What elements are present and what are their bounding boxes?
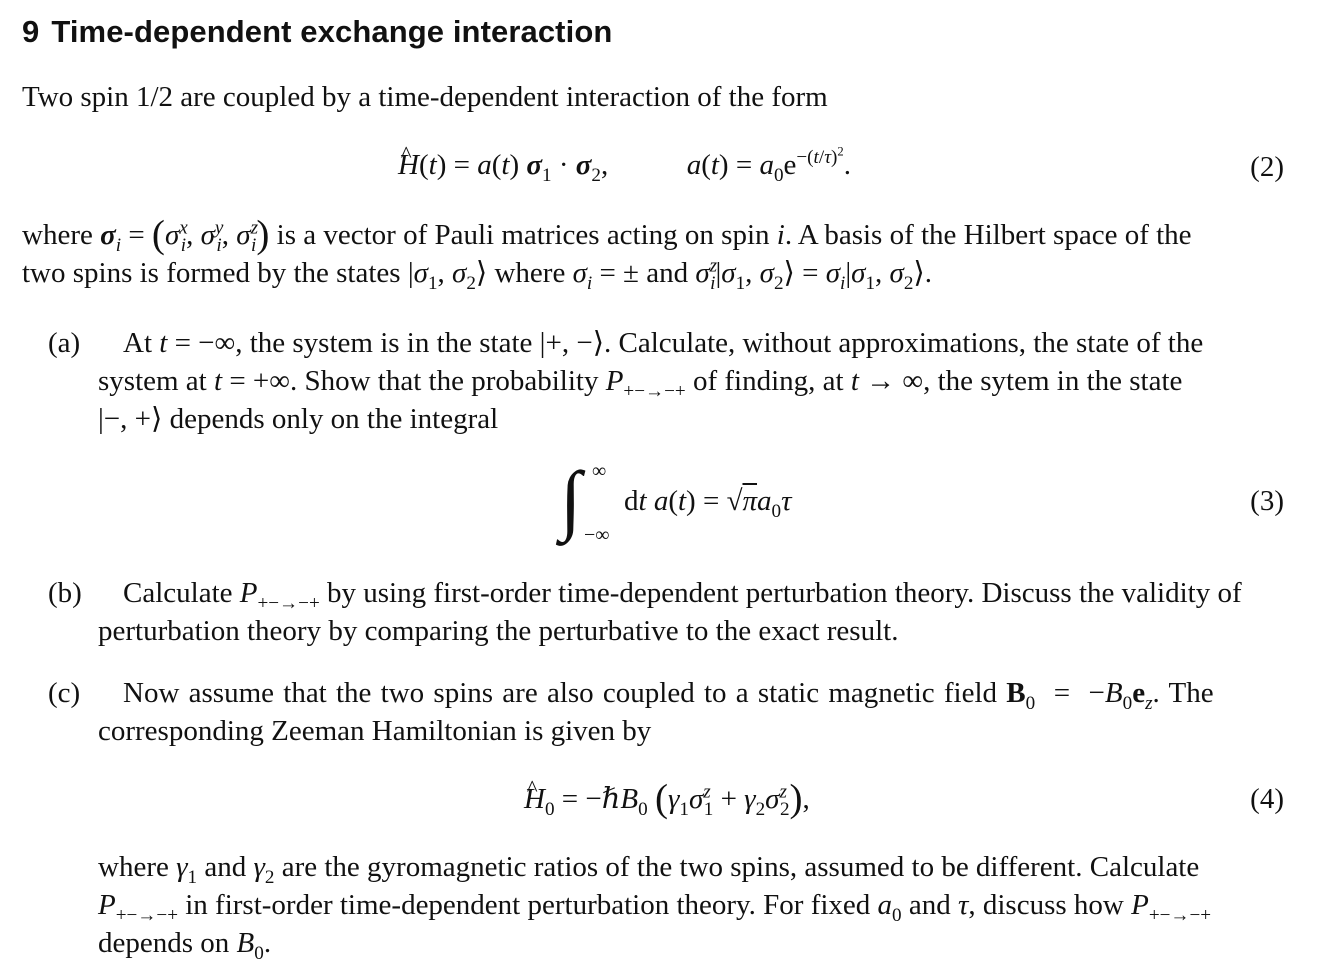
section-number: 9 bbox=[22, 14, 40, 49]
part-c-line-3: where $\gamma_1$ and $\gamma_2$ are the gyromagnetic ratios of the two spins, assumed to be different. Calculate bbox=[98, 851, 1200, 888]
part-c-line-1: (c) Now assume that the two spins are also coupled to a static magnetic field $B_0 = -B_0e_z$. The bbox=[48, 677, 1214, 714]
equation-4: ^ $H_0$ = −ℏB$_0$ $(\gamma_1\sigma^z_1 + \gamma_2\sigma^z_2)$, bbox=[524, 782, 810, 816]
part-b-line-2: perturbation theory by comparing the perturbative to the exact result. bbox=[98, 615, 899, 647]
section-heading bbox=[22, 14, 612, 50]
part-a-line-2: system at t = +∞. Show that the probability $P_{+-\to-+}$ of finding, at t → ∞, the sytem in the state bbox=[98, 365, 1183, 402]
part-a-label: (a) bbox=[48, 327, 81, 359]
part-c-line-2: corresponding Zeeman Hamiltonian is given by bbox=[98, 715, 652, 747]
intro-text: Two spin 1/2 are coupled by a time-dependent interaction of the form bbox=[22, 81, 828, 113]
exercise-page: 9 Time-dependent exchange interaction Two spin 1/2 are coupled by a time-dependent interaction of the form ^ H(t) = a(t) $\sigma_1 \cdot \sigma_2$, $a(t) = a_0e^{-(t/\tau)^2}$. (2) where $\sigma_i = (\sigma^x_i$, $\sigma^y_i$, $\sigma^z_i$) is a vector of Pauli matrices acting on spin i. A basis of the Hilbert space of the two spins is formed by the states $|\sigma_1$, $\sigma_2⟩$ where $\sigma_i$ = ± and $\sigma^z_i|\sigma_1$, $\sigma_2⟩ = \sigma_i|\sigma_1$, $\sigma_2⟩$. (a) At t = −∞, the system is in the state |+, −⟩. Calculate, without approximations, the state of the system at t = +∞. Show that the probability $P_{+-\to-+}$ of finding, at t → ∞, the sytem in the state |−, +⟩ depends only on the integral ∫ ∞ −∞ dt $a(t) = √\pi a_0\tau$ (3) (b) Calculate $P_{+-\to-+}$ by using first-order time-dependent perturbation theory. Discuss the validity of perturbation theory by comparing the perturbative to the exact result. (c) Now assume that the two spins are also coupled to a static magnetic field $B_0 = -B_0e_z$. The corresponding Zeeman Hamiltonian is given by ^ $H_0$ = −ℏB$_0$ $(\gamma_1\sigma^z_1 + \gamma_2\sigma^z_2)$, (4) where $\gamma_1$ and $\gamma_2$ are the gyromagnetic ratios of the two spins, assumed to be different. Calculate $P_{+-\to-+}$ in first-order time-dependent perturbation theory. For fixed $a_0$ and τ, discuss how $P_{+-\to-+}$ depends on $B_0$. bbox=[0, 0, 1324, 973]
section-title: Time-dependent exchange interaction bbox=[51, 14, 613, 49]
part-c-line-4: $P_{+-\to-+}$ in first-order time-dependent perturbation theory. For fixed $a_0$ and τ, discuss how $P_{+-\to-+}$ bbox=[98, 889, 1212, 926]
equation-2: ^ H(t) = a(t) $\sigma_1 \cdot \sigma_2$, $a(t) = a_0e^{-(t/\tau)^2}$. bbox=[398, 148, 851, 182]
basis-line-2: two spins is formed by the states $|\sigma_1$, $\sigma_2⟩$ where $\sigma_i$ = ± and $\sigma^z_i|\sigma_1$, $\sigma_2⟩ = \sigma_i|\sigma_1$, $\sigma_2⟩$. bbox=[22, 255, 932, 294]
equation-3-number: (3) bbox=[1250, 485, 1284, 517]
part-b-line-1: (b) Calculate $P_{+-\to-+}$ by using first-order time-dependent perturbation theory. Discuss the validity of bbox=[48, 577, 1242, 614]
part-b-label: (b) bbox=[48, 577, 82, 609]
equation-4-number: (4) bbox=[1250, 783, 1284, 815]
part-c-line-5: depends on $B_0$. bbox=[98, 927, 272, 964]
part-a-line-1: (a) At t = −∞, the system is in the state |+, −⟩. Calculate, without approximations, the state of the bbox=[48, 327, 1204, 359]
basis-line-1: where $\sigma_i = (\sigma^x_i$, $\sigma^y_i$, $\sigma^z_i$) is a vector of Pauli matrices acting on spin i. A basis of the Hilbert space of the bbox=[22, 213, 1192, 257]
part-c-label: (c) bbox=[48, 677, 81, 709]
equation-2-number: (2) bbox=[1250, 151, 1284, 183]
part-a-line-3: |−, +⟩ depends only on the integral bbox=[98, 403, 499, 435]
